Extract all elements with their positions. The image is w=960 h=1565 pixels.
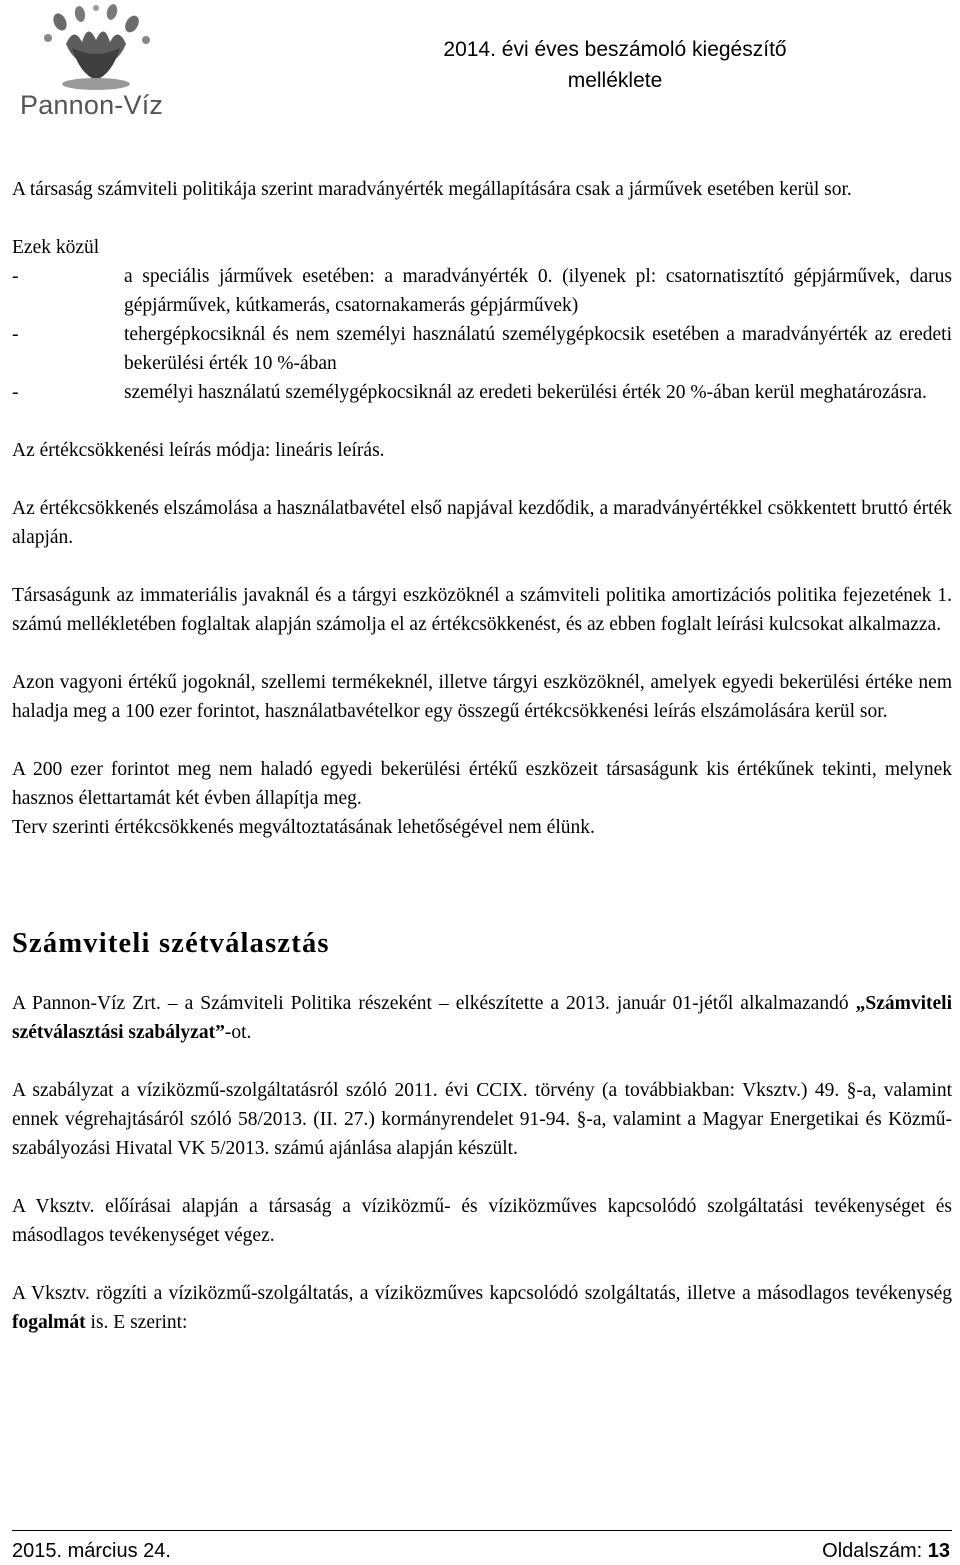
paragraph-activities: A Vksztv. előírásai alapján a társaság a víziközmű- és víziközműves kapcsolódó szolgáltatási tevékenységet és másodlagos tevékenységet végez. <box>12 1196 952 1246</box>
paragraph-planned-depreciation: Terv szerinti értékcsökkenés megváltoztatásának lehetőségével nem élünk. <box>12 817 595 838</box>
document-title-line2: melléklete <box>567 69 663 92</box>
list-item: - a speciális járművek esetében: a maradványérték 0. (ilyenek pl: csatornatisztító gépjárművek, darus gépjárművek, kútkamerás, csatornakamerás gépjárművek) <box>12 262 952 320</box>
logo-wordmark: Pannon-Víz <box>20 90 164 120</box>
list-item: - tehergépkocsiknál és nem személyi használatú személygépkocsik esetében a maradványérték az eredeti bekerülési érték 10 %-ában <box>12 320 952 378</box>
pannon-viz-logo <box>8 4 188 122</box>
document-body <box>12 175 952 1337</box>
paragraph-residual-value-policy: A társaság számviteli politikája szerint maradványérték megállapítására csak a járművek esetében kerül sor. <box>12 179 852 200</box>
page-header <box>0 0 960 130</box>
residual-value-list <box>12 262 952 407</box>
document-title-line1: 2014. évi éves beszámoló kiegészítő <box>443 38 787 61</box>
paragraph-low-value-rights: Azon vagyoni értékű jogoknál, szellemi termékeknél, illetve tárgyi eszközöknél, amelyek egyedi bekerülési értéke nem haladja meg a 100 ezer forintot, használatbavételkor egy összegű értékcsökkenési leírás elszámolására kerül sor. <box>12 672 952 722</box>
paragraph-depreciation-start: Az értékcsökkenés elszámolása a használatbavétel első napjával kezdődik, a maradványértékkel csökkentett bruttó érték alapján. <box>12 498 952 548</box>
paragraph-legal-basis: A szabályzat a víziközmű-szolgáltatásról szóló 2011. évi CCIX. törvény (a továbbiakban: Vksztv.) 49. §-a, valamint ennek végrehajtásáról szóló 58/2013. (II. 27.) kormányrendelet 91-94. §-a, valamint a Magyar Energetikai és Közmű-szabályozási Hivatal VK 5/2013. számú ajánlása alapján készült. <box>12 1080 952 1159</box>
paragraph-definitions: A Vksztv. rögzíti a víziközmű-szolgáltatás, a víziközműves kapcsolódó szolgáltatás, illetve a másodlagos tevékenység fogalmát is. E szerint: <box>12 1283 952 1333</box>
footer-date: 2015. március 24. <box>12 1540 171 1562</box>
page-footer <box>0 1530 960 1565</box>
section-heading: Számviteli szétválasztás <box>12 928 330 959</box>
document-title <box>265 34 960 96</box>
paragraph-small-value-assets: A 200 ezer forintot meg nem haladó egyedi bekerülési értékű eszközeit társaságunk kis értékűnek tekinti, melynek hasznos élettartamát két évben állapítja meg. <box>12 759 952 809</box>
paragraph-separation-regulation: A Pannon-Víz Zrt. – a Számviteli Politika részeként – elkészítette a 2013. január 01-jétől alkalmazandó „Számviteli szétválasztási szabályzat”-ot. <box>12 993 952 1043</box>
footer-divider <box>12 1530 952 1531</box>
paragraph-list-intro: Ezek közül <box>12 237 100 258</box>
page-number: Oldalszám: 13 <box>822 1540 950 1562</box>
paragraph-amortization-policy: Társaságunk az immateriális javaknál és a tárgyi eszközöknél a számviteli politika amortizációs politika fejezetének 1. számú mellékletében foglaltak alapján számolja el az értékcsökkenést, és az ebben foglalt leírási kulcsokat alkalmazza. <box>12 585 952 635</box>
water-splash-icon <box>8 4 188 94</box>
paragraph-depreciation-method: Az értékcsökkenési leírás módja: lineáris leírás. <box>12 440 385 461</box>
list-item: - személyi használatú személygépkocsiknál az eredeti bekerülési érték 20 %-ában kerül meghatározásra. <box>12 378 952 407</box>
